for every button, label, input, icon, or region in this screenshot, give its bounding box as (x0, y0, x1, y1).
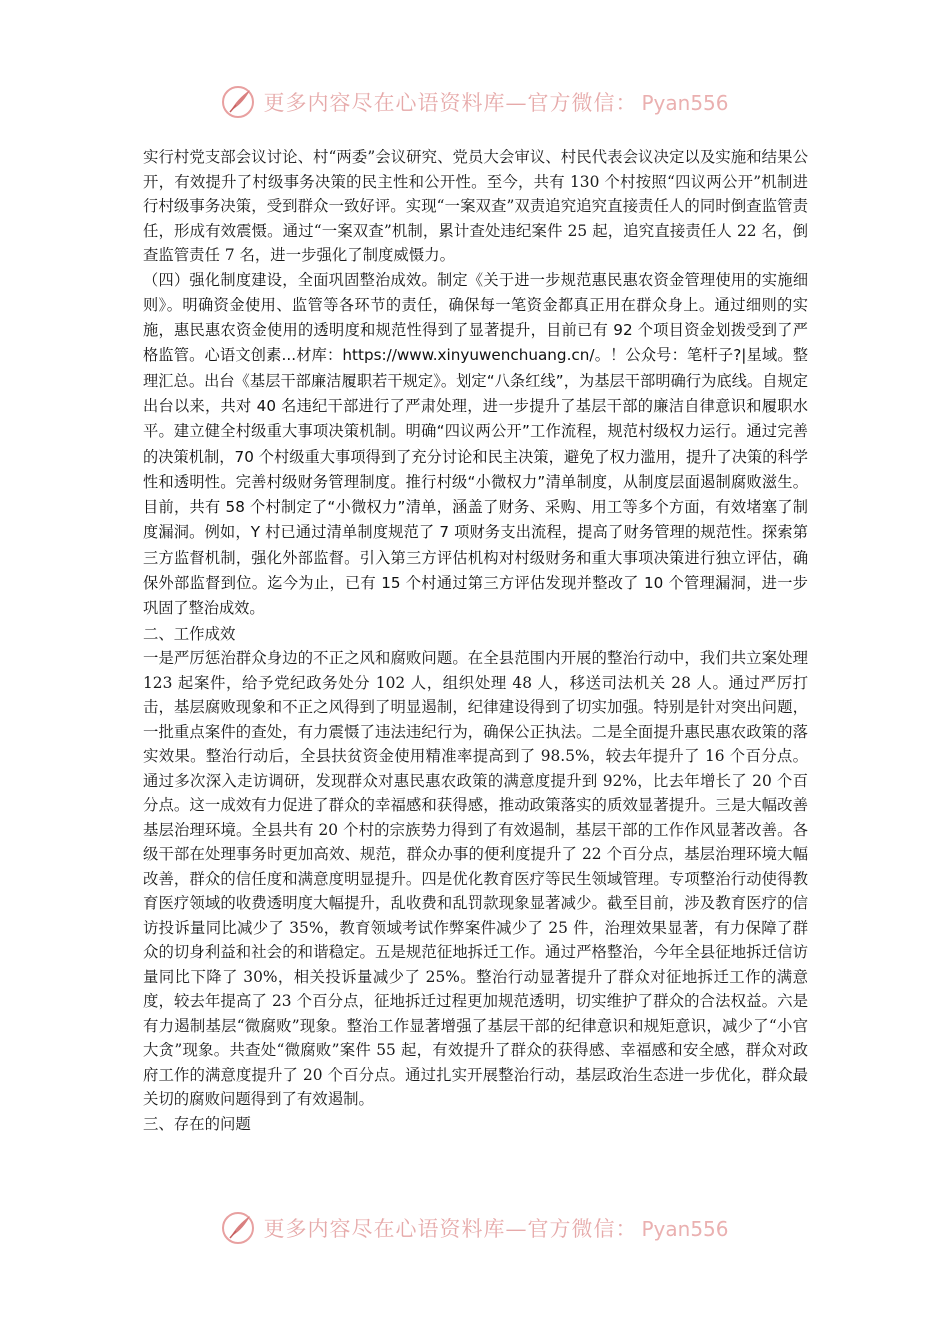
paragraph-results: 一是严厉惩治群众身边的不正之风和腐败问题。在全县范围内开展的整治行动中，我们共立案处理 123 起案件，给予党纪政务处分 102 人，组织处理 48 人，移送司法机关 28 人。通过严厉打击，基层腐败现象和不正之风得到了明显遏制，纪律建设得到了切实加强。特别是针对突出问题，一批重点案件的查处，有力震慑了违法违纪行为，确保公正执法。二是全面提升惠民惠农政策的落实效果。整治行动后，全县扶贫资金使用精准率提高到了 98.5%，较去年提升了 16 个百分点。通过多次深入走访调研，发现群众对惠民惠农政策的满意度提升到 92%，比去年增长了 20 个百分点。这一成效有力促进了群众的幸福感和获得感，推动政策落实的质效显著提升。三是大幅改善基层治理环境。全县共有 20 个村的宗族势力得到了有效遏制，基层干部的工作作风显著改善。各级干部在处理事务时更加高效、规范，群众办事的便利度提升了 22 个百分点，基层治理环境大幅改善，群众的信任度和满意度明显提升。四是优化教育医疗等民生领域管理。专项整治行动使得教育医疗领域的收费透明度大幅提升，乱收费和乱罚款现象显著减少。截至目前，涉及教育医疗的信访投诉量同比减少了 35%，教育领域考试作弊案件减少了 25 件，治理效果显著，有力保障了群众的切身利益和社会的和谐稳定。五是规范征地拆迁工作。通过严格整治，今年全县征地拆迁信访量同比下降了 30%，相关投诉量减少了 25%。整治行动显著提升了群众对征地拆迁工作的满意度，较去年提高了 23 个百分点，征地拆迁过程更加规范透明，切实维护了群众的合法权益。六是有力遏制基层“微腐败”现象。整治工作显著增强了基层干部的纪律意识和规矩意识，减少了“小官大贪”现象。共查处“微腐败”案件 55 起，有效提升了群众的获得感、幸福感和安全感，群众对政府工作的满意度提升了 20 个百分点。通过扎实开展整治行动，基层政治生态进一步优化，群众最关切的腐败问题得到了有效遏制。 (143, 649, 808, 1109)
watermark-text (263, 87, 728, 117)
section-heading-results: 二、工作成效 (143, 624, 236, 643)
watermark-text (263, 1213, 728, 1243)
watermark-banner-top (0, 82, 950, 122)
paragraph-decision-mechanism: 实行村党支部会议讨论、村“两委”会议研究、党员大会审议、村民代表会议决定以及实施和结果公开，有效提升了村级事务决策的民主性和公开性。至今，共有 130 个村按照“四议两公开”机制进行村级事务决策，受到群众一致好评。实现“一案双查”双责追究追究直接责任人的同时倒查监管责任，形成有效震慑。通过“一案双查”机制，累计查处违纪案件 25 起，追究直接责任人 22 名，倒查监管责任 7 名，进一步强化了制度威慑力。 (143, 148, 808, 264)
document-body (143, 145, 808, 1136)
watermark-slogan: 更多内容尽在心语资料库—官方微信： (263, 91, 638, 115)
watermark-slogan: 更多内容尽在心语资料库—官方微信： (263, 1217, 638, 1241)
paragraph-system-building: （四）强化制度建设，全面巩固整治成效。制定《关于进一步规范惠民惠农资金管理使用的实施细则》。明确资金使用、监管等各环节的责任，确保每一笔资金都真正用在群众身上。通过细则的实施，惠民惠农资金使用的透明度和规范性得到了显著提升，目前已有 92 个项目资金划拨受到了严格监管。心语文创素...材库：https://www.xinyuwenchuang.cn/。！公众号：笔杆子?|星域。整理汇总。出台《基层干部廉洁履职若干规定》。划定“八条红线”，为基层干部明确行为底线。自规定出台以来，共对 40 名违纪干部进行了严肃处理，进一步提升了基层干部的廉洁自律意识和履职水平。建立健全村级重大事项决策机制。明确“四议两公开”工作流程，规范村级权力运行。通过完善的决策机制，70 个村级重大事项得到了充分讨论和民主决策，避免了权力滥用，提升了决策的科学性和透明性。完善村级财务管理制度。推行村级“小微权力”清单制度，从制度层面遏制腐败滋生。目前，共有 58 个村制定了“小微权力”清单，涵盖了财务、采购、用工等多个方面，有效堵塞了制度漏洞。例如，Y 村已通过清单制度规范了 7 项财务支出流程，提高了财务管理的规范性。探索第三方监督机制，强化外部监督。引入第三方评估机构对村级财务和重大事项决策进行独立评估，确保外部监督到位。迄今为止，已有 15 个村通过第三方评估发现并整改了 10 个管理漏洞，进一步巩固了整治成效。 (143, 270, 808, 618)
watermark-wechat-id: Pyan556 (641, 1217, 729, 1241)
section-heading-problems: 三、存在的问题 (143, 1114, 251, 1133)
watermark-wechat-id: Pyan556 (641, 91, 729, 115)
quill-logo-icon (221, 1211, 255, 1245)
quill-logo-icon (221, 85, 255, 119)
watermark-banner-bottom (0, 1208, 950, 1248)
